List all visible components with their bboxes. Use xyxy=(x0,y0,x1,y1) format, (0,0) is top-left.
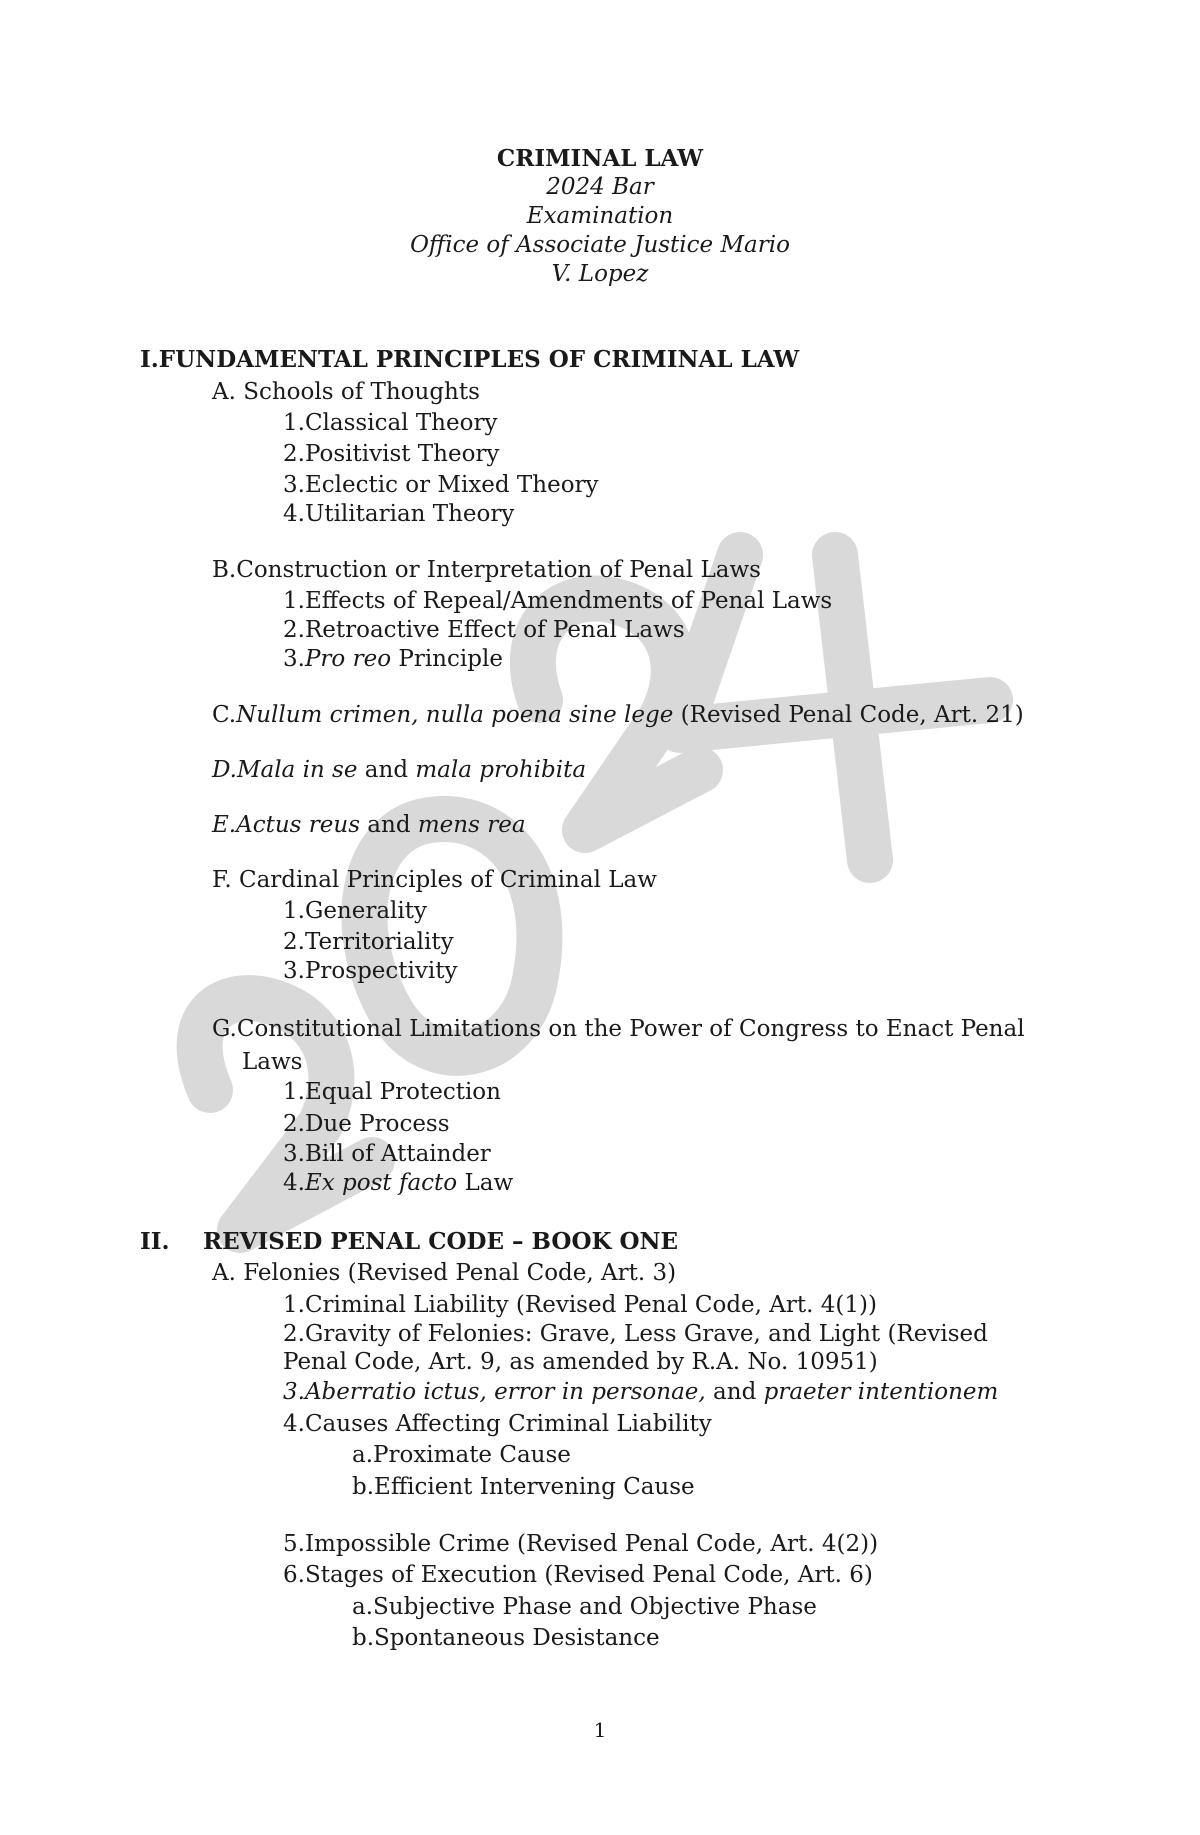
list-item: 3.Bill of Attainder xyxy=(283,1141,491,1167)
document-subtitle-2: Examination xyxy=(526,203,674,229)
document-subtitle: 2024 Bar xyxy=(546,174,654,200)
sub-list-item: a.Proximate Cause xyxy=(352,1442,571,1468)
list-item: 1.Effects of Repeal/Amendments of Penal Laws xyxy=(283,588,833,614)
section-heading: D.Mala in se and mala prohibita xyxy=(212,757,587,783)
sub-list-item: b.Efficient Intervening Cause xyxy=(352,1474,695,1500)
list-item: 1.Generality xyxy=(283,898,428,924)
section-heading: A. Felonies (Revised Penal Code, Art. 3) xyxy=(212,1260,677,1286)
part-title: FUNDAMENTAL PRINCIPLES OF CRIMINAL LAW xyxy=(158,346,800,373)
list-item: 1.Criminal Liability (Revised Penal Code, Art. 4(1)) xyxy=(283,1292,877,1318)
list-item: 3.Prospectivity xyxy=(283,958,458,984)
list-item: 6.Stages of Execution (Revised Penal Code, Art. 6) xyxy=(283,1562,873,1588)
office-line-1: Office of Associate Justice Mario xyxy=(410,232,790,258)
section-heading: E.Actus reus and mens rea xyxy=(212,812,526,838)
list-item: 3.Pro reo Principle xyxy=(283,646,503,672)
list-item: 1.Classical Theory xyxy=(283,410,498,436)
section-heading: C.Nullum crimen, nulla poena sine lege (Revised Penal Code, Art. 21) xyxy=(212,702,1024,728)
list-item: 2.Territoriality xyxy=(283,929,454,955)
list-item: 4.Ex post facto Law xyxy=(283,1170,514,1196)
list-item: 5.Impossible Crime (Revised Penal Code, Art. 4(2)) xyxy=(283,1531,879,1557)
section-heading-continuation: Laws xyxy=(242,1049,303,1075)
part-heading xyxy=(140,346,799,374)
list-item: 1.Equal Protection xyxy=(283,1079,501,1105)
list-item: 2.Retroactive Effect of Penal Laws xyxy=(283,617,685,643)
list-item: 4.Utilitarian Theory xyxy=(283,501,515,527)
list-item-continuation: Penal Code, Art. 9, as amended by R.A. No. 10951) xyxy=(283,1349,878,1375)
office-line-2: V. Lopez xyxy=(551,261,649,287)
section-heading: B.Construction or Interpretation of Penal Laws xyxy=(212,557,761,583)
part-title: REVISED PENAL CODE – BOOK ONE xyxy=(203,1228,679,1255)
sub-list-item: b.Spontaneous Desistance xyxy=(352,1625,660,1651)
document-header xyxy=(0,144,1200,289)
part-number: II. xyxy=(140,1228,170,1255)
section-heading: F. Cardinal Principles of Criminal Law xyxy=(212,867,657,893)
page-number: 1 xyxy=(593,1718,607,1742)
document-title: CRIMINAL LAW xyxy=(496,145,704,172)
list-item: 3.Aberratio ictus, error in personae, and praeter intentionem xyxy=(283,1379,999,1405)
list-item: 2.Gravity of Felonies: Grave, Less Grave, and Light (Revised xyxy=(283,1321,988,1347)
list-item: 3.Eclectic or Mixed Theory xyxy=(283,472,599,498)
sub-list-item: a.Subjective Phase and Objective Phase xyxy=(352,1594,817,1620)
list-item: 4.Causes Affecting Criminal Liability xyxy=(283,1411,712,1437)
section-heading: G.Constitutional Limitations on the Power of Congress to Enact Penal xyxy=(212,1016,1025,1042)
list-item: 2.Due Process xyxy=(283,1111,450,1137)
part-heading xyxy=(140,1228,170,1256)
section-heading: A. Schools of Thoughts xyxy=(212,379,480,405)
list-item: 2.Positivist Theory xyxy=(283,441,500,467)
part-number: I. xyxy=(140,346,159,373)
